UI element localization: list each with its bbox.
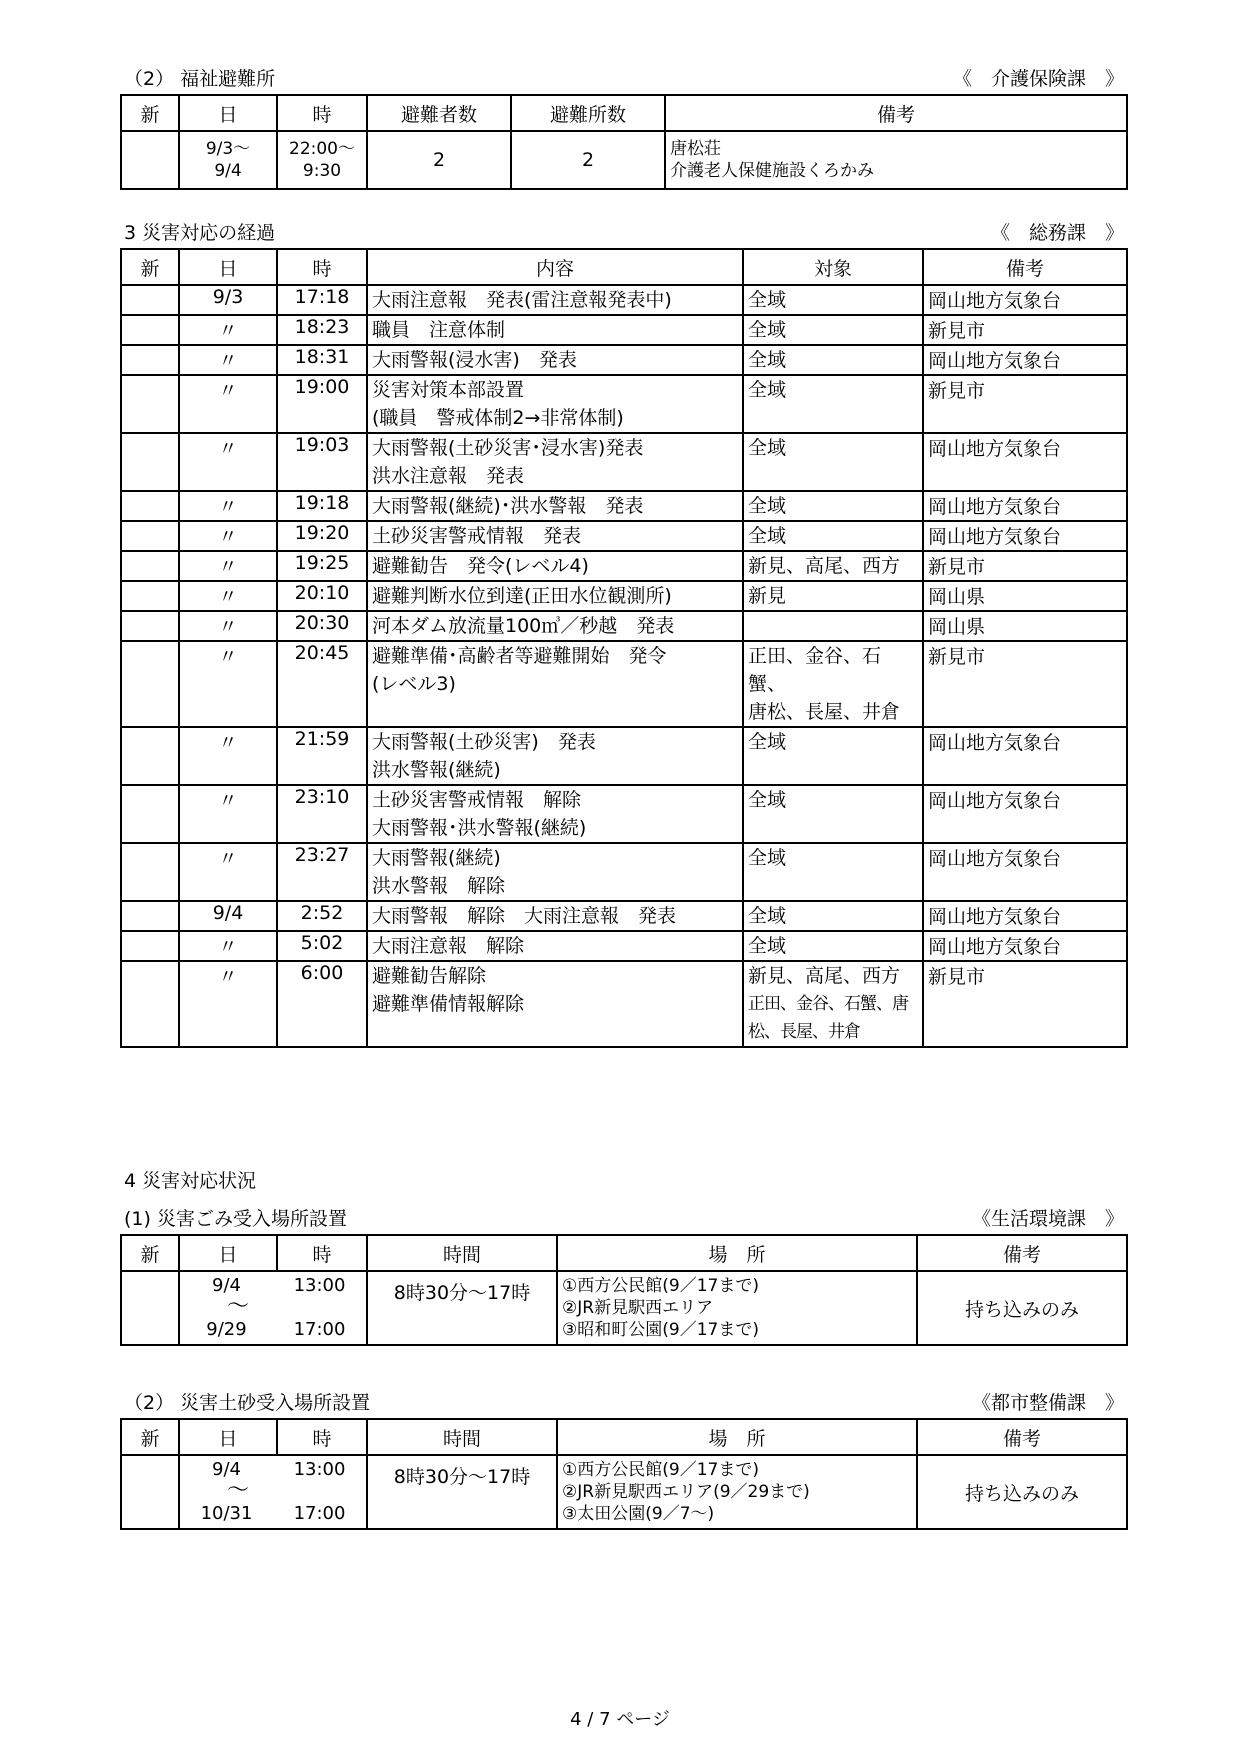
time-end: 17:00: [293, 1502, 346, 1524]
col-time: 時: [277, 1235, 367, 1271]
col-time: 時: [277, 1419, 367, 1455]
content-line: (職員 警戒体制2→非常体制): [372, 407, 624, 429]
content-line: 大雨警報･洪水警報(継続): [372, 817, 587, 839]
table-row: [121, 843, 1127, 901]
cell-target: [743, 785, 923, 843]
table-row: [121, 727, 1127, 785]
cell-time: 19:25: [277, 551, 367, 581]
status-title: 4 災害対応状況: [124, 1170, 257, 1192]
cell-time: 5:02: [277, 931, 367, 961]
table-row: [121, 131, 1127, 189]
note-line: 唐松荘: [670, 139, 721, 159]
cell-note: 岡山地方気象台: [923, 727, 1127, 785]
soil-table: [120, 1418, 1128, 1530]
table-row: [121, 1271, 1127, 1345]
target-line: 全域: [748, 495, 787, 517]
cell-content: [367, 901, 743, 931]
table-row: [121, 491, 1127, 521]
cell-note: 岡山県: [923, 611, 1127, 641]
content-line: 大雨注意報 発表(雷注意報発表中): [372, 289, 672, 311]
cell-new: [121, 901, 179, 931]
cell-new: [121, 375, 179, 433]
target-line: 全域: [748, 789, 787, 811]
garbage-dept: 《生活環境課 》: [971, 1208, 1124, 1230]
cell-note: 岡山地方気象台: [923, 843, 1127, 901]
content-line: 洪水注意報 発表: [372, 465, 525, 487]
content-line: 大雨警報(土砂災害･浸水害)発表: [372, 437, 644, 459]
cell-note: 新見市: [923, 641, 1127, 727]
cell-target: [743, 315, 923, 345]
place-item: ①西方公民館(9／17まで): [562, 1460, 759, 1480]
table-row: [121, 581, 1127, 611]
content-line: 避難準備･高齢者等避難開始 発令: [372, 645, 667, 667]
place-item: ③昭和町公園(9／17まで): [562, 1320, 759, 1340]
cell-new: [121, 611, 179, 641]
content-line: 土砂災害警戒情報 解除: [372, 789, 582, 811]
cell-time: 23:27: [277, 843, 367, 901]
cell-target: [743, 611, 923, 641]
cell-date: 〃: [179, 961, 277, 1047]
cell-time: 6:00: [277, 961, 367, 1047]
cell-note: 新見市: [923, 375, 1127, 433]
target-line: 正田、金谷、石蟹、: [748, 645, 882, 695]
content-line: 大雨警報(土砂災害) 発表: [372, 731, 596, 753]
cell-content: [367, 581, 743, 611]
target-line: 全域: [748, 289, 787, 311]
response-table: [120, 248, 1128, 1048]
col-new: 新: [121, 1419, 179, 1455]
col-date: 日: [179, 1419, 277, 1455]
soil-title: （2） 災害土砂受入場所設置: [124, 1392, 371, 1414]
col-hours: 時間: [367, 1235, 557, 1271]
cell-date: 9/4: [179, 901, 277, 931]
col-hours: 時間: [367, 1419, 557, 1455]
col-target: 対象: [743, 249, 923, 285]
cell-date: 9/3: [179, 285, 277, 315]
col-note: 備考: [665, 95, 1127, 131]
response-header-row: [121, 249, 1127, 285]
table-row: [121, 433, 1127, 491]
cell-content: [367, 727, 743, 785]
cell-date: 〃: [179, 843, 277, 901]
target-line: 全域: [748, 935, 787, 957]
target-line: 全域: [748, 847, 787, 869]
cell-content: [367, 285, 743, 315]
cell-hours: 8時30分〜17時: [367, 1455, 557, 1529]
content-line: 大雨警報(浸水害) 発表: [372, 349, 577, 371]
cell-new: [121, 1455, 179, 1529]
time-start: 13:00: [293, 1274, 346, 1296]
cell-note: 岡山地方気象台: [923, 491, 1127, 521]
cell-date: 〃: [179, 521, 277, 551]
cell-date: 〃: [179, 345, 277, 375]
col-evacuees: 避難者数: [367, 95, 511, 131]
col-note: 備考: [917, 1419, 1127, 1455]
content-line: 職員 注意体制: [372, 319, 506, 341]
cell-shelters: 2: [511, 131, 665, 189]
content-line: 大雨警報 解除 大雨注意報 発表: [372, 905, 677, 927]
cell-time: 21:59: [277, 727, 367, 785]
cell-time: [277, 131, 367, 189]
cell-target: [743, 551, 923, 581]
date-start: 9/4: [212, 1458, 241, 1480]
cell-content: [367, 551, 743, 581]
cell-target: [743, 843, 923, 901]
welfare-title: （2） 福祉避難所: [124, 68, 276, 90]
table-row: [121, 345, 1127, 375]
cell-date: 〃: [179, 551, 277, 581]
soil-title-bar: [120, 1388, 1128, 1418]
cell-note: 岡山地方気象台: [923, 433, 1127, 491]
response-title-bar: [120, 218, 1128, 248]
content-line: 避難判断水位到達(正田水位観測所): [372, 585, 672, 607]
time-end: 17:00: [293, 1318, 346, 1340]
tilde: 〜: [226, 1478, 249, 1503]
cell-time: 20:30: [277, 611, 367, 641]
cell-date: 〃: [179, 433, 277, 491]
table-row: [121, 785, 1127, 843]
table-row: [121, 641, 1127, 727]
col-time: 時: [277, 95, 367, 131]
cell-new: [121, 551, 179, 581]
cell-new: [121, 315, 179, 345]
cell-new: [121, 131, 179, 189]
garbage-title-bar: [120, 1204, 1128, 1234]
cell-target: [743, 931, 923, 961]
cell-new: [121, 727, 179, 785]
cell-time: 19:18: [277, 491, 367, 521]
welfare-table: [120, 94, 1128, 190]
date-end: 10/31: [200, 1502, 253, 1524]
cell-places: [557, 1271, 917, 1345]
cell-content: [367, 843, 743, 901]
content-line: 避難勧告 発令(レベル4): [372, 555, 589, 577]
table-row: [121, 1455, 1127, 1529]
page-number: 4 / 7 ページ: [570, 1709, 670, 1730]
cell-new: [121, 581, 179, 611]
soil-section: [120, 1388, 1128, 1530]
target-line: 全域: [748, 349, 787, 371]
cell-content: [367, 611, 743, 641]
col-place: 場 所: [557, 1419, 917, 1455]
cell-content: [367, 961, 743, 1047]
date-start: 9/3〜: [205, 139, 251, 159]
cell-evacuees: 2: [367, 131, 511, 189]
col-new: 新: [121, 95, 179, 131]
table-row: [121, 551, 1127, 581]
col-place: 場 所: [557, 1235, 917, 1271]
cell-content: [367, 521, 743, 551]
cell-new: [121, 491, 179, 521]
content-line: 河本ダム放流量100㎥／秒越 発表: [372, 615, 675, 637]
tilde: 〜: [226, 1294, 249, 1319]
period-grid: [180, 1274, 366, 1340]
cell-target: [743, 641, 923, 727]
cell-date: 〃: [179, 641, 277, 727]
cell-time: 2:52: [277, 901, 367, 931]
table-row: [121, 315, 1127, 345]
status-section: [120, 1166, 1128, 1196]
target-line: 新見: [748, 585, 787, 607]
time-start: 13:00: [293, 1458, 346, 1480]
welfare-header-row: [121, 95, 1127, 131]
cell-content: [367, 375, 743, 433]
col-date: 日: [179, 1235, 277, 1271]
content-line: 大雨警報(継続): [372, 847, 501, 869]
cell-date: 〃: [179, 611, 277, 641]
cell-note: 岡山地方気象台: [923, 285, 1127, 315]
date-end: 9/4: [214, 161, 242, 181]
content-line: 避難勧告解除: [372, 965, 487, 987]
cell-time: 19:20: [277, 521, 367, 551]
col-content: 内容: [367, 249, 743, 285]
table-row: [121, 901, 1127, 931]
cell-period: [179, 1271, 367, 1345]
table-row: [121, 521, 1127, 551]
period-grid: [180, 1458, 366, 1524]
col-note: 備考: [917, 1235, 1127, 1271]
target-line: 新見、高尾、西方: [748, 555, 901, 577]
col-new: 新: [121, 1235, 179, 1271]
cell-target: [743, 433, 923, 491]
cell-places: [557, 1455, 917, 1529]
cell-content: [367, 931, 743, 961]
cell-time: 19:03: [277, 433, 367, 491]
cell-note: 岡山地方気象台: [923, 901, 1127, 931]
welfare-dept: 《 介護保険課 》: [952, 68, 1124, 90]
soil-header-row: [121, 1419, 1127, 1455]
place-item: ①西方公民館(9／17まで): [562, 1276, 759, 1296]
cell-target: [743, 581, 923, 611]
content-line: 土砂災害警戒情報 発表: [372, 525, 582, 547]
cell-target: [743, 491, 923, 521]
target-line: 正田、金谷、石蟹、唐松、長屋、井倉: [748, 994, 908, 1042]
col-new: 新: [121, 249, 179, 285]
cell-target: [743, 901, 923, 931]
cell-note: 持ち込みのみ: [917, 1455, 1127, 1529]
cell-time: 18:23: [277, 315, 367, 345]
table-row: [121, 961, 1127, 1047]
cell-target: [743, 521, 923, 551]
soil-dept: 《都市整備課 》: [971, 1392, 1124, 1414]
place-item: ②JR新見駅西エリア: [562, 1298, 714, 1318]
cell-time: 19:00: [277, 375, 367, 433]
cell-content: [367, 491, 743, 521]
garbage-section: [120, 1204, 1128, 1346]
date-start: 9/4: [212, 1274, 241, 1296]
content-line: 洪水警報(継続): [372, 759, 501, 781]
date-end: 9/29: [206, 1318, 247, 1340]
cell-date: 〃: [179, 581, 277, 611]
cell-period: [179, 1455, 367, 1529]
cell-time: 23:10: [277, 785, 367, 843]
target-line: 全域: [748, 905, 787, 927]
cell-new: [121, 285, 179, 315]
cell-target: [743, 375, 923, 433]
garbage-header-row: [121, 1235, 1127, 1271]
cell-new: [121, 1271, 179, 1345]
garbage-title: (1) 災害ごみ受入場所設置: [124, 1208, 347, 1230]
cell-new: [121, 641, 179, 727]
table-row: [121, 375, 1127, 433]
cell-time: 20:45: [277, 641, 367, 727]
cell-content: [367, 345, 743, 375]
cell-content: [367, 641, 743, 727]
target-line: 全域: [748, 731, 787, 753]
content-line: 大雨警報(継続)･洪水警報 発表: [372, 495, 644, 517]
cell-new: [121, 961, 179, 1047]
cell-note: [665, 131, 1127, 189]
target-line: 全域: [748, 525, 787, 547]
time-start: 22:00〜: [289, 139, 355, 159]
cell-time: 17:18: [277, 285, 367, 315]
cell-time: 18:31: [277, 345, 367, 375]
col-note: 備考: [923, 249, 1127, 285]
response-section: [120, 218, 1128, 1048]
cell-date: 〃: [179, 931, 277, 961]
content-line: (レベル3): [372, 673, 456, 695]
col-date: 日: [179, 95, 277, 131]
target-line: 全域: [748, 437, 787, 459]
cell-target: [743, 345, 923, 375]
cell-date: 〃: [179, 315, 277, 345]
cell-content: [367, 315, 743, 345]
response-title: 3 災害対応の経過: [124, 222, 276, 244]
place-item: ③太田公園(9／7〜): [562, 1504, 715, 1524]
cell-note: 岡山県: [923, 581, 1127, 611]
time-end: 9:30: [302, 161, 342, 181]
cell-note: 持ち込みのみ: [917, 1271, 1127, 1345]
content-line: 災害対策本部設置: [372, 379, 525, 401]
content-line: 洪水警報 解除: [372, 875, 506, 897]
welfare-title-bar: [120, 64, 1128, 94]
table-row: [121, 285, 1127, 315]
col-date: 日: [179, 249, 277, 285]
cell-note: 新見市: [923, 315, 1127, 345]
cell-target: [743, 285, 923, 315]
table-row: [121, 931, 1127, 961]
cell-date: 〃: [179, 375, 277, 433]
cell-note: 新見市: [923, 961, 1127, 1047]
cell-note: 新見市: [923, 551, 1127, 581]
cell-target: [743, 961, 923, 1047]
cell-note: 岡山地方気象台: [923, 521, 1127, 551]
cell-new: [121, 345, 179, 375]
target-line: 全域: [748, 379, 787, 401]
target-line: 全域: [748, 319, 787, 341]
cell-content: [367, 433, 743, 491]
cell-date: 〃: [179, 491, 277, 521]
garbage-table: [120, 1234, 1128, 1346]
cell-hours: 8時30分〜17時: [367, 1271, 557, 1345]
cell-new: [121, 843, 179, 901]
target-line: 唐松、長屋、井倉: [748, 701, 901, 723]
cell-new: [121, 433, 179, 491]
cell-date: [179, 131, 277, 189]
cell-new: [121, 931, 179, 961]
cell-note: 岡山地方気象台: [923, 931, 1127, 961]
note-line: 介護老人保健施設くろかみ: [670, 161, 874, 181]
cell-note: 岡山地方気象台: [923, 785, 1127, 843]
cell-target: [743, 727, 923, 785]
target-line: 新見、高尾、西方: [748, 965, 901, 987]
col-shelters: 避難所数: [511, 95, 665, 131]
content-line: 避難準備情報解除: [372, 993, 525, 1015]
welfare-section: [120, 64, 1128, 190]
col-time: 時: [277, 249, 367, 285]
response-dept: 《 総務課 》: [990, 222, 1124, 244]
cell-date: 〃: [179, 785, 277, 843]
cell-new: [121, 521, 179, 551]
table-row: [121, 611, 1127, 641]
cell-content: [367, 785, 743, 843]
cell-date: 〃: [179, 727, 277, 785]
content-line: 大雨注意報 解除: [372, 935, 525, 957]
cell-note: 岡山地方気象台: [923, 345, 1127, 375]
place-item: ②JR新見駅西エリア(9／29まで): [562, 1482, 810, 1502]
cell-new: [121, 785, 179, 843]
cell-time: 20:10: [277, 581, 367, 611]
